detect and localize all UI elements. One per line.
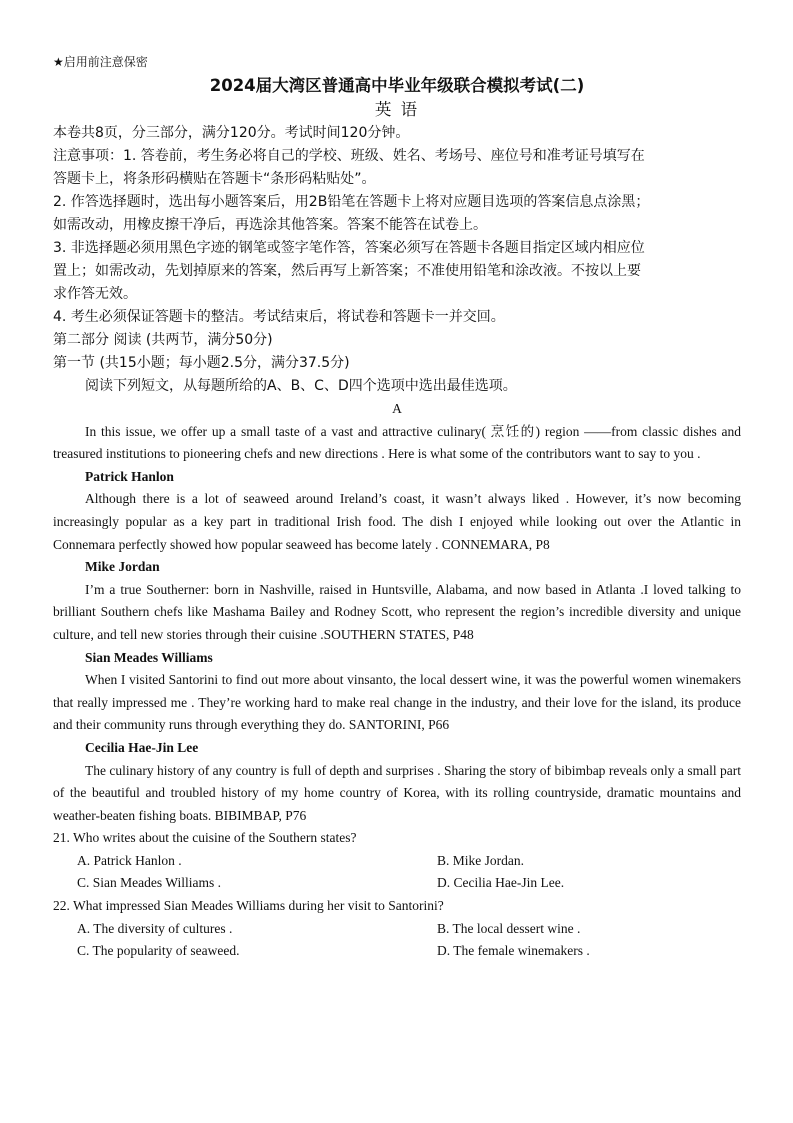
contributor-text: Although there is a lot of seaweed around Ireland’s coast, it wasn’t always liked . However, it’s now becoming increasingly popular as a key part in traditional Irish food. The dish I enjoyed while looking out over the Atlantic in Connemara perfectly showed how popular seaweed has become lately . CONNEMARA, P8 bbox=[53, 491, 741, 552]
note-line: 求作答无效。 bbox=[53, 286, 137, 302]
option-b: B. Mike Jordan. bbox=[437, 852, 524, 868]
exam-notes bbox=[53, 145, 741, 329]
option-d: D. The female winemakers . bbox=[437, 943, 590, 959]
question-stem: 21. Who writes about the cuisine of the Southern states? bbox=[53, 830, 357, 846]
note-line: 2. 作答选择题时，选出每小题答案后，用2B铅笔在答题卡上将对应题目选项的答案信息点涂黑； bbox=[53, 194, 650, 210]
contributor-text: I’m a true Southerner: born in Nashville, raised in Huntsville, Alabama, and now based in Atlanta .I loved talking to brilliant Southern chefs like Mashama Bailey and Rodney Scott, who represent the region’s incredible diversity and unique culture, and tell new stories through their cuisine .SOUTHERN STATES, P48 bbox=[53, 581, 741, 642]
question-options bbox=[53, 918, 741, 963]
option-a: A. Patrick Hanlon . bbox=[77, 852, 182, 868]
question-block bbox=[53, 827, 741, 895]
note-line: 如需改动，用橡皮擦干净后，再选涂其他答案。答案不能答在试卷上。 bbox=[53, 217, 487, 233]
contributor-text: The culinary history of any country is full of depth and surprises . Sharing the story of bibimbap reveals only a small part of the beautiful and troubled history of my home country of Korea, with its rolling countryside, dramatic mountains and weather-beaten fishing boats. BIBIMBAP, P76 bbox=[53, 762, 741, 823]
question-block bbox=[53, 895, 741, 963]
contributor-text: When I visited Santorini to find out more about vinsanto, the local dessert wine, it was the powerful women winemakers that really impressed me . They’re working hard to make real change in the industry, and their love for the island, its produce and their community runs through everything they do. SANTORINI, P66 bbox=[53, 672, 741, 733]
passage-intro: In this issue, we offer up a small taste of a vast and attractive culinary( 烹饪的) region ——from classic dishes and treasured institutions to pioneering chefs and new directions . Here is what some of the contributors want to say to you . bbox=[53, 423, 741, 462]
exam-page bbox=[53, 52, 741, 963]
note-line: 置上；如需改动，先划掉原来的答案，然后再写上新答案；不准使用铅笔和涂改液。不按以上要 bbox=[53, 263, 641, 279]
contributor-name: Patrick Hanlon bbox=[85, 468, 174, 484]
contributor-name: Cecilia Hae-Jin Lee bbox=[85, 739, 199, 755]
contributor-name: Mike Jordan bbox=[85, 559, 160, 575]
reading-instruction: 阅读下列短文，从每题所给的A、B、C、D四个选项中选出最佳选项。 bbox=[85, 378, 517, 394]
contributor-block bbox=[53, 737, 741, 827]
contributor-block bbox=[53, 556, 741, 646]
exam-summary: 本卷共8页，分三部分，满分120分。考试时间120分钟。 bbox=[53, 125, 410, 141]
option-b: B. The local dessert wine . bbox=[437, 920, 581, 936]
note-line: 答题卡上，将条形码横贴在答题卡“条形码粘贴处”。 bbox=[53, 171, 376, 187]
confidential-notice: ★启用前注意保密 bbox=[53, 55, 148, 69]
note-line: 3. 非选择题必须用黑色字迹的钢笔或签字笔作答，答案必须写在答题卡各题目指定区域内相应位 bbox=[53, 240, 645, 256]
contributor-block bbox=[53, 647, 741, 737]
question-options bbox=[53, 850, 741, 895]
passage-label: A bbox=[392, 401, 402, 416]
section-heading: 第一节 (共15小题；每小题2.5分，满分37.5分) bbox=[53, 355, 350, 371]
option-d: D. Cecilia Hae-Jin Lee. bbox=[437, 875, 565, 891]
question-stem: 22. What impressed Sian Meades Williams during her visit to Santorini? bbox=[53, 898, 444, 914]
exam-title: 2024届大湾区普通高中毕业年级联合模拟考试(二) bbox=[209, 76, 585, 95]
part-heading: 第二部分 阅读 (共两节，满分50分) bbox=[53, 332, 273, 348]
option-c: C. Sian Meades Williams . bbox=[77, 875, 221, 891]
subject-title: 英 语 bbox=[374, 100, 420, 119]
option-a: A. The diversity of cultures . bbox=[77, 920, 233, 936]
note-line: 4. 考生必须保证答题卡的整洁。考试结束后，将试卷和答题卡一并交回。 bbox=[53, 309, 505, 325]
option-c: C. The popularity of seaweed. bbox=[77, 943, 240, 959]
contributor-name: Sian Meades Williams bbox=[85, 649, 213, 665]
contributor-block bbox=[53, 466, 741, 556]
note-line: 注意事项：1. 答卷前，考生务必将自己的学校、班级、姓名、考场号、座位号和准考证号填写在 bbox=[53, 148, 645, 164]
